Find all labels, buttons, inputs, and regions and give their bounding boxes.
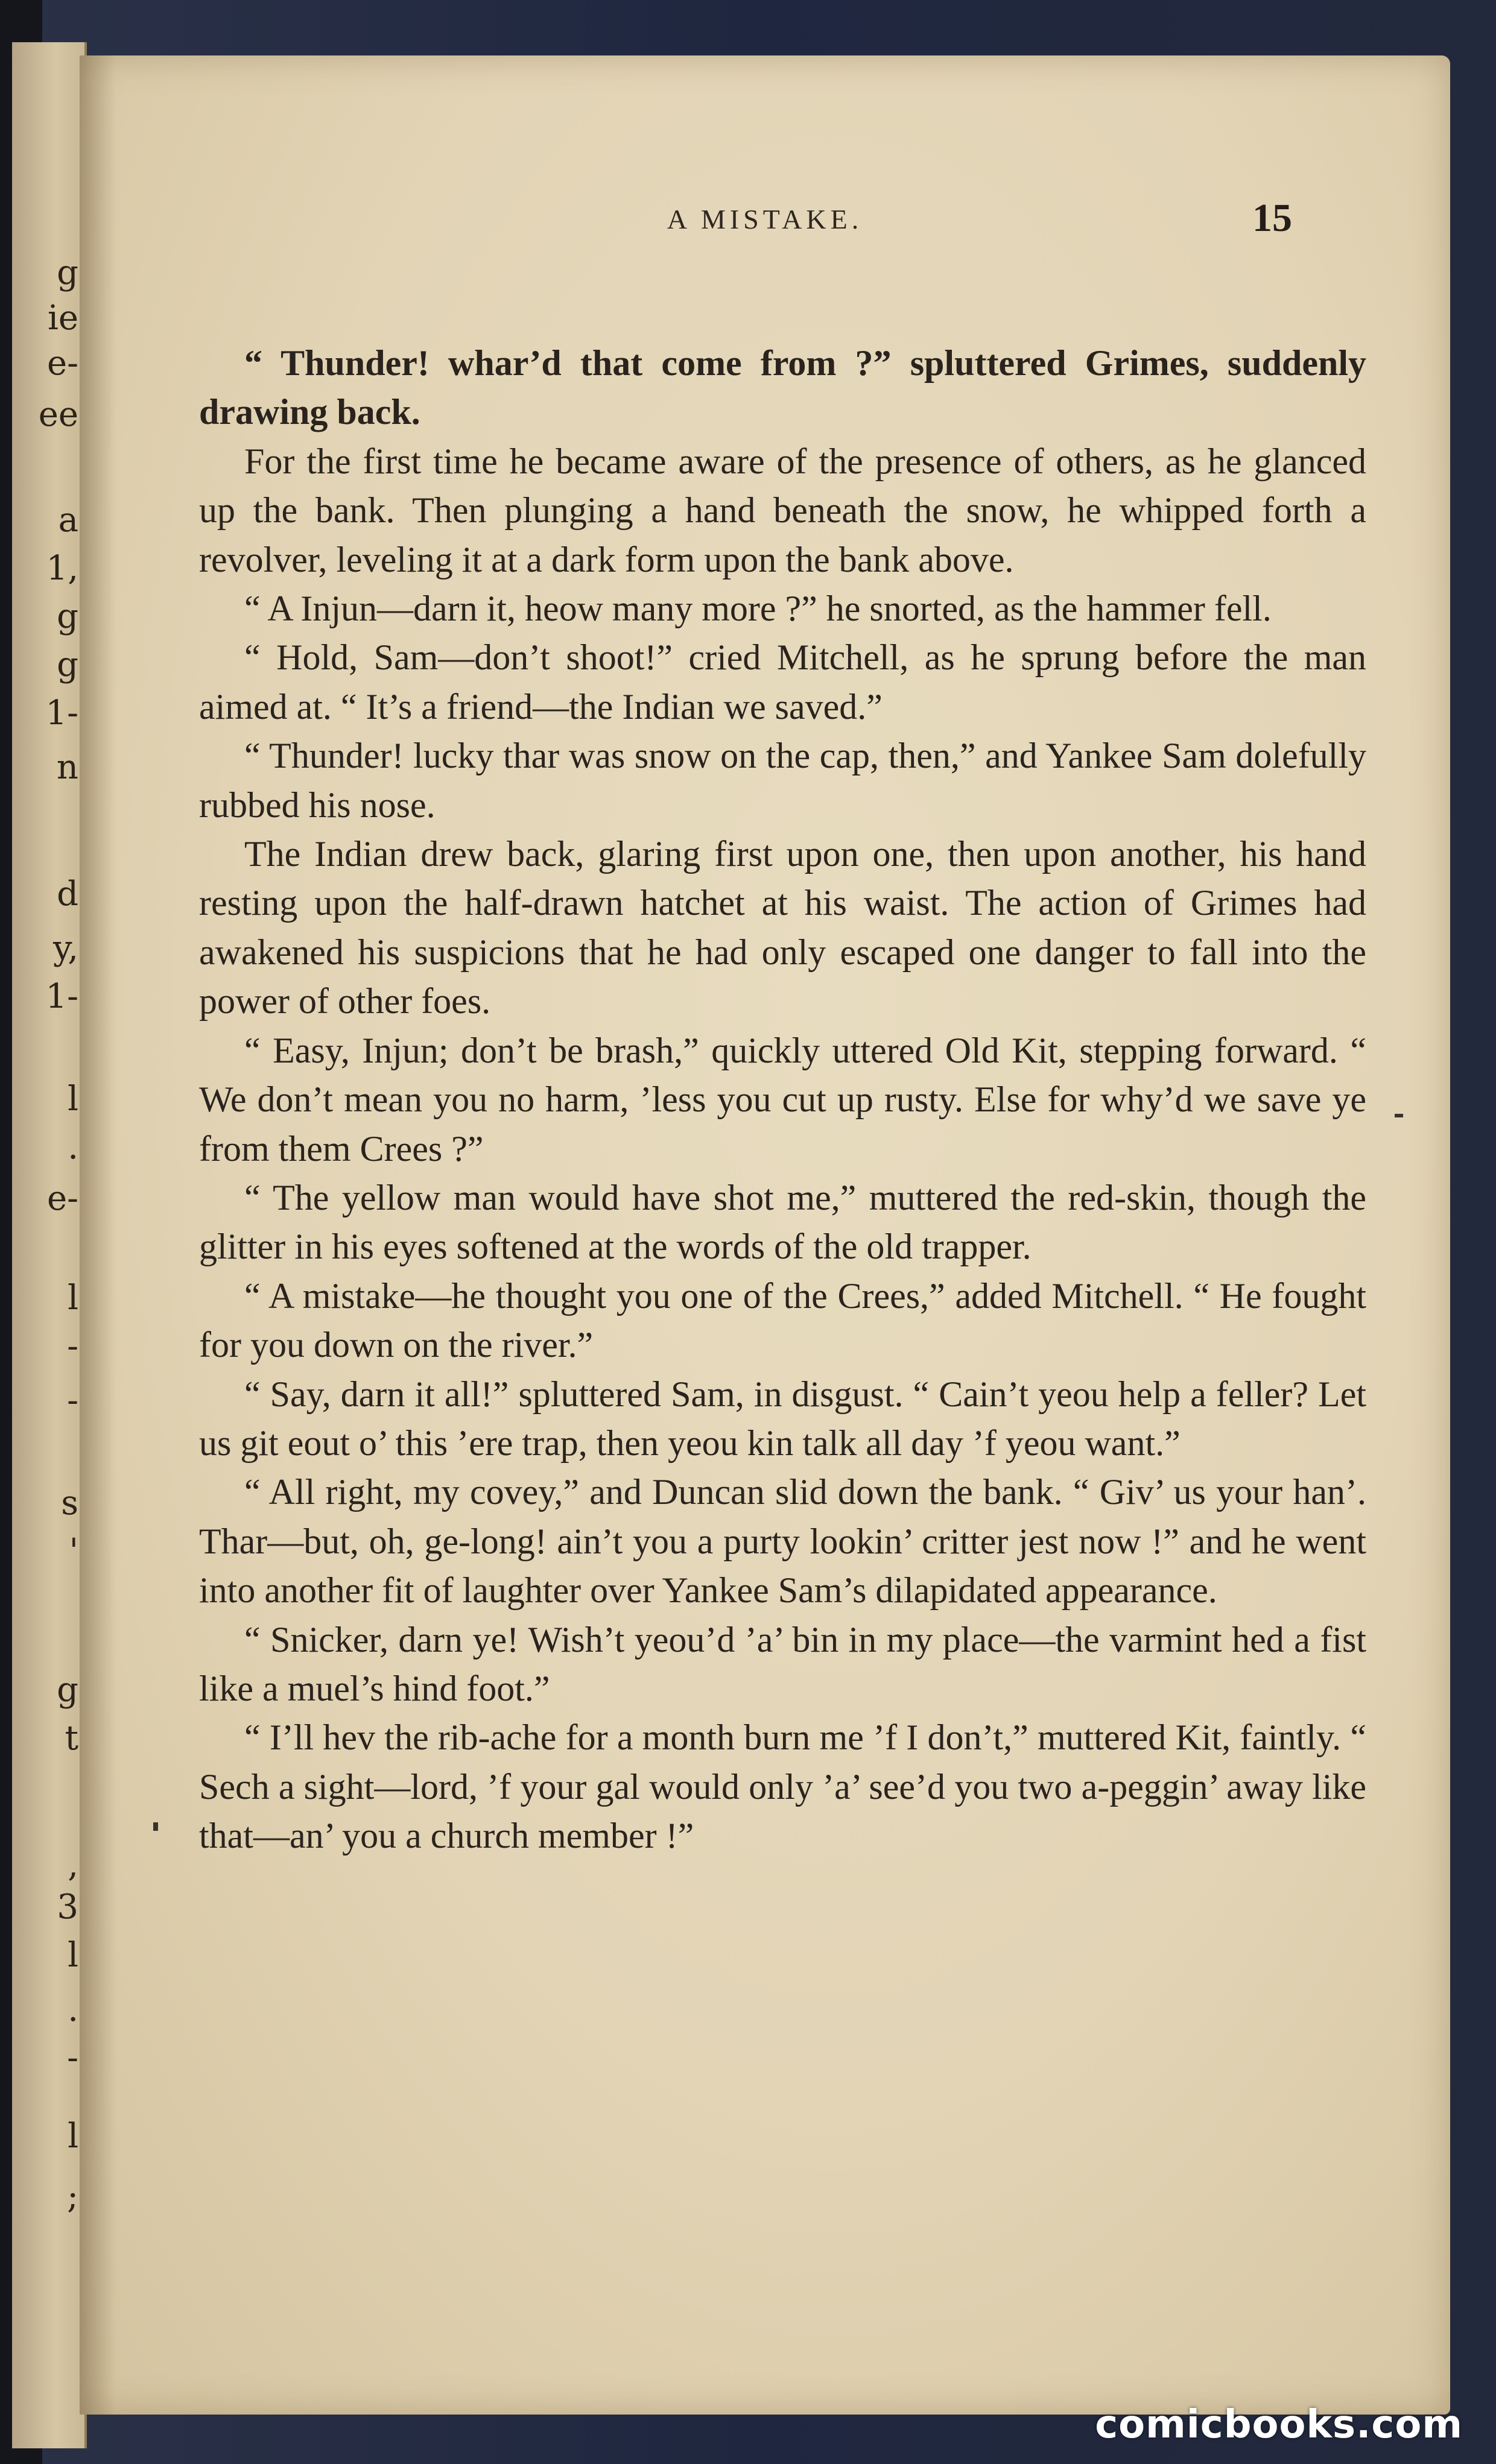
prev-page-fragment: , (68, 1845, 78, 1884)
prev-page-fragment: - (67, 1381, 78, 1420)
prev-page-fragment: e- (46, 1179, 78, 1218)
prev-page-fragment: 1- (45, 977, 78, 1016)
prev-page-fragment: y, (53, 929, 78, 968)
book-page (80, 55, 1450, 2415)
paragraph: “ A Injun—darn it, heow many more ?” he snorted, as the hammer fell. (244, 589, 1272, 629)
prev-page-fragment: ee (38, 395, 78, 434)
prev-page-fragment: g (57, 253, 78, 292)
prev-page-fragment: - (67, 1327, 78, 1366)
prev-page-fragment: . (68, 1128, 78, 1167)
margin-mark (153, 1822, 158, 1831)
paragraph: “ All right, my covey,” and Duncan slid down the bank. “ Giv’ us your han’. Thar—but, oh, ge-long! ain’t you a purty lookin’ critter jest now !” and he went into another fit of laughter over Yankee Sam’s dilapidated appearance. (199, 1472, 1366, 1611)
prev-page-fragment: . (68, 1990, 78, 2029)
prev-page-fragment: 3 (57, 1887, 78, 1927)
running-head: A MISTAKE. (667, 204, 863, 235)
page-number: 15 (1252, 196, 1292, 240)
paragraph: “ Thunder! lucky thar was snow on the cap, then,” and Yankee Sam dolefully rubbed his nose. (199, 736, 1366, 825)
prev-page-fragment: 1, (46, 549, 78, 588)
prev-page-fragment: e- (46, 344, 78, 383)
paragraph: “ Easy, Injun; don’t be brash,” quickly uttered Old Kit, stepping forward. “ We don’t mean you no harm, ’less you cut up rusty. Else for why’d we save ye from them Crees ?” (199, 1030, 1366, 1169)
prev-page-fragment: ; (67, 2177, 78, 2216)
paragraph: “ I’ll hev the rib-ache for a month burn me ’f I don’t,” muttered Kit, faintly. “ Sech a sight—lord, ’f your gal would only ’a’ see’d you two a-peggin’ away like that—an’ you a church member !” (199, 1717, 1366, 1856)
paragraph: “ Snicker, darn ye! Wish’t yeou’d ’a’ bin in my place—the varmint hed a fist like a muel’s hind foot.” (199, 1619, 1366, 1708)
watermark: comicbooks.com (1095, 2402, 1463, 2447)
paragraph: “ Thunder! whar’d that come from ?” spluttered Grimes, suddenly drawing back. (199, 343, 1366, 432)
prev-page-fragment: g (57, 1670, 78, 1710)
margin-mark (1395, 1114, 1403, 1117)
page-gutter-shadow (80, 55, 116, 2415)
paragraph: “ A mistake—he thought you one of the Crees,” added Mitchell. “ He fought for you down on the river.” (199, 1275, 1366, 1365)
paragraph: The Indian drew back, glaring first upon one, then upon another, his hand resting upon the half-drawn hatchet at his waist. The action of Grimes had awakened his suspicions that he had only escaped one danger to fall into the power of other foes. (199, 834, 1366, 1022)
paragraph: “ Say, darn it all!” spluttered Sam, in disgust. “ Cain’t yeou help a feller? Let us git eout o’ this ’ere trap, then yeou kin talk all day ’f yeou want.” (199, 1374, 1366, 1463)
body-text (199, 339, 1366, 1861)
prev-page-fragment: s (61, 1483, 78, 1523)
previous-page-edge (12, 42, 87, 2448)
paragraph: “ Hold, Sam—don’t shoot!” cried Mitchell, as he sprung before the man aimed at. “ It’s a friend—the Indian we saved.” (199, 637, 1366, 727)
prev-page-fragment: g (57, 597, 78, 636)
prev-page-fragment: a (58, 501, 78, 540)
prev-page-fragment: ie (47, 299, 78, 338)
prev-page-fragment: d (57, 874, 78, 914)
paragraph: “ The yellow man would have shot me,” muttered the red-skin, though the glitter in his eyes softened at the words of the old trapper. (199, 1177, 1366, 1267)
prev-page-fragment: n (56, 748, 78, 787)
prev-page-fragment: 1- (45, 693, 78, 733)
prev-page-fragment: - (67, 2038, 78, 2077)
prev-page-fragment: l (68, 2117, 78, 2156)
prev-page-fragment: t (65, 1719, 78, 1758)
paragraph: For the first time he became aware of the presence of others, as he glanced up the bank. Then plunging a hand beneath the snow, he whipped forth a revolver, leveling it at a dark form upon the bank above. (199, 441, 1366, 580)
prev-page-fragment: l (68, 1936, 78, 1975)
prev-page-fragment: l (68, 1079, 78, 1119)
prev-page-fragment: ' (69, 1532, 78, 1571)
prev-page-fragment: l (68, 1278, 78, 1318)
prev-page-fragment: g (57, 645, 78, 684)
